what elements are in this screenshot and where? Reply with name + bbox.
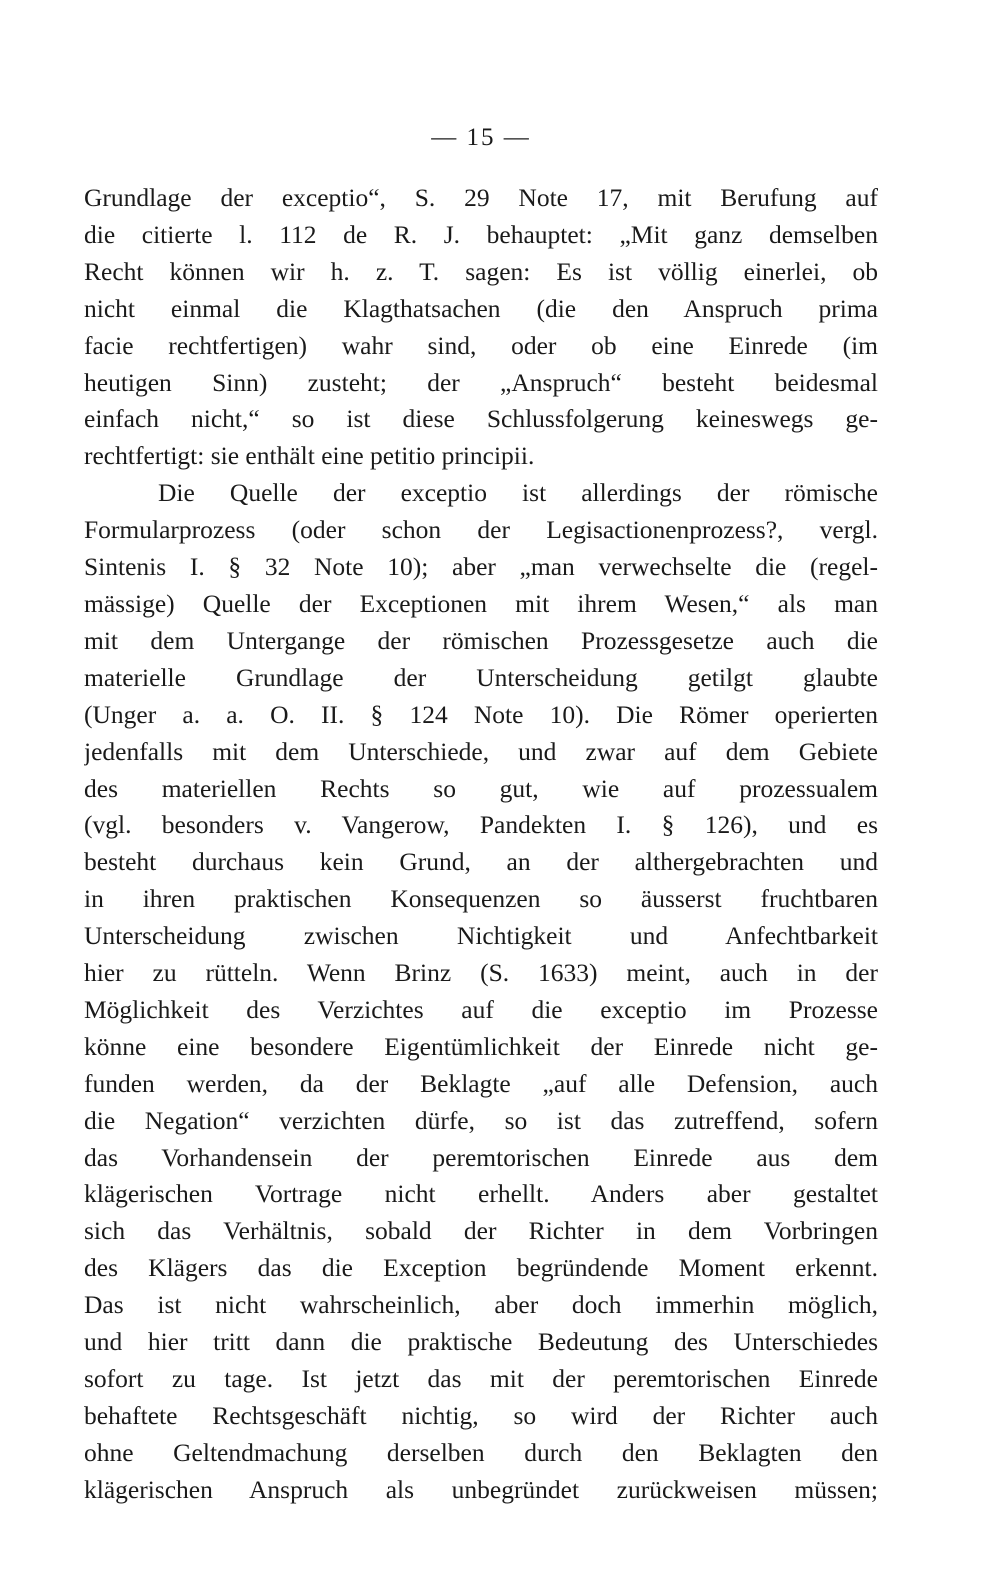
text-line: des Klägers das die Exception begründende Moment erkennt. bbox=[84, 1253, 878, 1283]
text-line: und hier tritt dann die praktische Bedeutung des Unterschiedes bbox=[84, 1327, 878, 1357]
text-line: materielle Grundlage der Unterscheidung getilgt glaubte bbox=[84, 662, 878, 692]
text-line: klägerischen Anspruch als unbegründet zurückweisen müssen; bbox=[84, 1474, 878, 1504]
text-line: Das ist nicht wahrscheinlich, aber doch immerhin möglich, bbox=[84, 1290, 878, 1320]
text-line: jedenfalls mit dem Unterschiede, und zwar auf dem Gebiete bbox=[84, 736, 878, 766]
text-line: in ihren praktischen Konsequenzen so äusserst fruchtbaren bbox=[84, 884, 878, 914]
text-line: Recht können wir h. z. T. sagen: Es ist völlig einerlei, ob bbox=[84, 256, 878, 286]
text-line: das Vorhandensein der peremtorischen Einrede aus dem bbox=[84, 1142, 878, 1172]
text-line: nicht einmal die Klagthatsachen (die den Anspruch prima bbox=[84, 293, 878, 323]
text-line: Möglichkeit des Verzichtes auf die exceptio im Prozesse bbox=[84, 994, 878, 1024]
text-line: rechtfertigt: sie enthält eine petitio principii. bbox=[84, 441, 535, 471]
text-line: heutigen Sinn) zusteht; der „Anspruch“ besteht beidesmal bbox=[84, 367, 878, 397]
text-line: klägerischen Vortrage nicht erhellt. Anders aber gestaltet bbox=[84, 1179, 878, 1209]
text-line: die Negation“ verzichten dürfe, so ist das zutreffend, sofern bbox=[84, 1105, 878, 1135]
text-line: sich das Verhältnis, sobald der Richter in dem Vorbringen bbox=[84, 1216, 878, 1246]
text-line: Unterscheidung zwischen Nichtigkeit und Anfechtbarkeit bbox=[84, 921, 878, 951]
text-line: ohne Geltendmachung derselben durch den Beklagten den bbox=[84, 1437, 878, 1467]
text-line: die citierte l. 112 de R. J. behauptet: „Mit ganz demselben bbox=[84, 219, 878, 249]
text-line: sofort zu tage. Ist jetzt das mit der peremtorischen Einrede bbox=[84, 1364, 878, 1393]
text-line: funden werden, da der Beklagte „auf alle Defension, auch bbox=[84, 1068, 878, 1098]
text-line: hier zu rütteln. Wenn Brinz (S. 1633) meint, auch in der bbox=[84, 958, 878, 988]
text-line: (Unger a. a. O. II. § 124 Note 10). Die Römer operierten bbox=[84, 699, 878, 729]
text-line: Sintenis I. § 32 Note 10); aber „man verwechselte die (regel- bbox=[84, 552, 878, 582]
text-line: behaftete Rechtsgeschäft nichtig, so wird der Richter auch bbox=[84, 1400, 878, 1430]
text-line: könne eine besondere Eigentümlichkeit der Einrede nicht ge- bbox=[84, 1031, 878, 1061]
text-line: besteht durchaus kein Grund, an der althergebrachten und bbox=[84, 847, 878, 877]
page-number: — 15 — bbox=[431, 124, 531, 151]
text-line: des materiellen Rechts so gut, wie auf prozessualem bbox=[84, 773, 878, 803]
text-line: (vgl. besonders v. Vangerow, Pandekten I. § 126), und es bbox=[84, 810, 878, 840]
text-line: facie rechtfertigen) wahr sind, oder ob eine Einrede (im bbox=[84, 330, 878, 360]
text-line: einfach nicht,“ so ist diese Schlussfolgerung keineswegs ge- bbox=[84, 404, 878, 434]
document-page bbox=[84, 124, 878, 1509]
text-line: Die Quelle der exceptio ist allerdings der römische bbox=[158, 478, 878, 508]
body-text bbox=[84, 180, 878, 1509]
text-line: mit dem Untergange der römischen Prozessgesetze auch die bbox=[84, 625, 878, 655]
text-line: Formularprozess (oder schon der Legisactionenprozess?, vergl. bbox=[84, 515, 878, 545]
text-line: Grundlage der exceptio“, S. 29 Note 17, mit Berufung auf bbox=[84, 183, 878, 212]
text-line: mässige) Quelle der Exceptionen mit ihrem Wesen,“ als man bbox=[84, 588, 878, 618]
